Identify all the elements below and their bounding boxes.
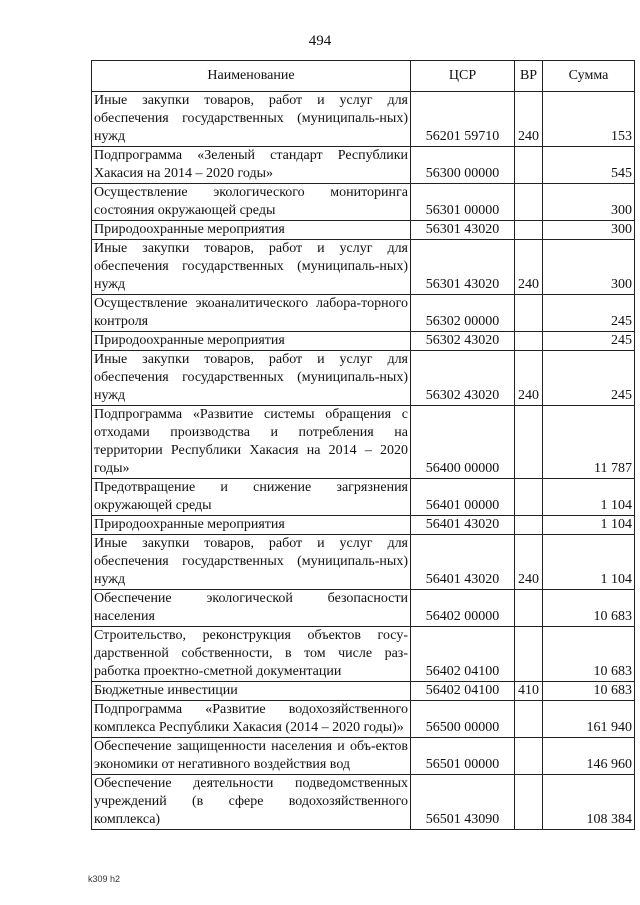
row-name-cell: Подпрограмма «Зеленый стандарт Республики Хакасия на 2014 – 2020 годы» (92, 147, 411, 184)
row-sum-cell: 300 (543, 240, 635, 295)
row-name-cell: Обеспечение экологической безопасности населения (92, 590, 411, 627)
row-vr-cell (515, 184, 543, 221)
row-sum-cell: 545 (543, 147, 635, 184)
row-vr-cell (515, 479, 543, 516)
row-sum-cell: 300 (543, 184, 635, 221)
row-csr-cell: 56301 43020 (411, 240, 515, 295)
header-sum: Сумма (543, 61, 635, 92)
row-name-cell: Иные закупки товаров, работ и услуг для обеспечения государственных (муниципаль-ных) нужд (92, 92, 411, 147)
row-csr-cell: 56500 00000 (411, 701, 515, 738)
row-csr-cell: 56300 00000 (411, 147, 515, 184)
row-vr-cell (515, 516, 543, 535)
row-vr-cell (515, 221, 543, 240)
table-row (92, 240, 635, 295)
row-sum-cell: 161 940 (543, 701, 635, 738)
row-name-cell: Природоохранные мероприятия (92, 332, 411, 351)
row-sum-cell: 108 384 (543, 775, 635, 830)
row-csr-cell: 56401 00000 (411, 479, 515, 516)
row-name-cell: Обеспечение деятельности подведомственных учреждений (в сфере водохозяйственного комплекса) (92, 775, 411, 830)
footer-code: k309 h2 (88, 874, 121, 884)
row-name-cell: Строительство, реконструкция объектов госу-дарственной собственности, в том числе раз-работка проектно-сметной документации (92, 627, 411, 682)
table-row (92, 147, 635, 184)
table-row (92, 351, 635, 406)
row-sum-cell: 245 (543, 351, 635, 406)
row-sum-cell: 10 683 (543, 682, 635, 701)
page-number: 494 (308, 33, 332, 49)
row-vr-cell (515, 738, 543, 775)
row-csr-cell: 56401 43020 (411, 535, 515, 590)
row-name-cell: Подпрограмма «Развитие системы обращения с отходами производства и потребления на территории Республики Хакасия на 2014 – 2020 годы» (92, 406, 411, 479)
table-row (92, 590, 635, 627)
header-csr: ЦСР (411, 61, 515, 92)
row-sum-cell: 1 104 (543, 535, 635, 590)
row-csr-cell: 56402 04100 (411, 627, 515, 682)
table-row (92, 535, 635, 590)
row-sum-cell: 245 (543, 332, 635, 351)
row-csr-cell: 56301 43020 (411, 221, 515, 240)
table-row (92, 627, 635, 682)
row-name-cell: Иные закупки товаров, работ и услуг для обеспечения государственных (муниципаль-ных) нужд (92, 351, 411, 406)
table-row (92, 682, 635, 701)
row-sum-cell: 245 (543, 295, 635, 332)
row-sum-cell: 1 104 (543, 479, 635, 516)
row-sum-cell: 300 (543, 221, 635, 240)
table-row (92, 775, 635, 830)
row-name-cell: Бюджетные инвестиции (92, 682, 411, 701)
header-name: Наименование (92, 61, 411, 92)
row-name-cell: Обеспечение защищенности населения и объ-ектов экономики от негативного воздействия вод (92, 738, 411, 775)
row-vr-cell (515, 406, 543, 479)
row-sum-cell: 11 787 (543, 406, 635, 479)
row-vr-cell (515, 627, 543, 682)
row-sum-cell: 1 104 (543, 516, 635, 535)
row-csr-cell: 56400 00000 (411, 406, 515, 479)
table-body (92, 92, 635, 830)
row-vr-cell (515, 590, 543, 627)
row-sum-cell: 10 683 (543, 627, 635, 682)
row-name-cell: Природоохранные мероприятия (92, 516, 411, 535)
row-name-cell: Осуществление экологического мониторинга состояния окружающей среды (92, 184, 411, 221)
table-row (92, 516, 635, 535)
table-row (92, 295, 635, 332)
row-sum-cell: 10 683 (543, 590, 635, 627)
row-vr-cell (515, 775, 543, 830)
row-vr-cell: 410 (515, 682, 543, 701)
row-csr-cell: 56402 04100 (411, 682, 515, 701)
budget-table (91, 60, 635, 830)
row-name-cell: Осуществление экоаналитического лабора-торного контроля (92, 295, 411, 332)
row-vr-cell: 240 (515, 240, 543, 295)
row-name-cell: Предотвращение и снижение загрязнения окружающей среды (92, 479, 411, 516)
row-csr-cell: 56302 43020 (411, 351, 515, 406)
row-vr-cell (515, 332, 543, 351)
row-csr-cell: 56301 00000 (411, 184, 515, 221)
table-header-row (92, 61, 635, 92)
row-vr-cell (515, 147, 543, 184)
row-sum-cell: 153 (543, 92, 635, 147)
table-row (92, 184, 635, 221)
table-row (92, 332, 635, 351)
row-name-cell: Природоохранные мероприятия (92, 221, 411, 240)
row-name-cell: Иные закупки товаров, работ и услуг для обеспечения государственных (муниципаль-ных) нужд (92, 535, 411, 590)
row-csr-cell: 56501 00000 (411, 738, 515, 775)
table-row (92, 406, 635, 479)
row-vr-cell: 240 (515, 92, 543, 147)
row-sum-cell: 146 960 (543, 738, 635, 775)
row-csr-cell: 56401 43020 (411, 516, 515, 535)
row-vr-cell: 240 (515, 535, 543, 590)
row-vr-cell: 240 (515, 351, 543, 406)
row-csr-cell: 56201 59710 (411, 92, 515, 147)
row-name-cell: Иные закупки товаров, работ и услуг для обеспечения государственных (муниципаль-ных) нужд (92, 240, 411, 295)
row-csr-cell: 56501 43090 (411, 775, 515, 830)
row-vr-cell (515, 295, 543, 332)
row-csr-cell: 56302 00000 (411, 295, 515, 332)
row-csr-cell: 56402 00000 (411, 590, 515, 627)
row-csr-cell: 56302 43020 (411, 332, 515, 351)
table-row (92, 92, 635, 147)
row-name-cell: Подпрограмма «Развитие водохозяйственного комплекса Республики Хакасия (2014 – 2020 годы)» (92, 701, 411, 738)
table-row (92, 701, 635, 738)
row-vr-cell (515, 701, 543, 738)
table-row (92, 738, 635, 775)
header-vr: ВР (515, 61, 543, 92)
table-row (92, 479, 635, 516)
table-row (92, 221, 635, 240)
